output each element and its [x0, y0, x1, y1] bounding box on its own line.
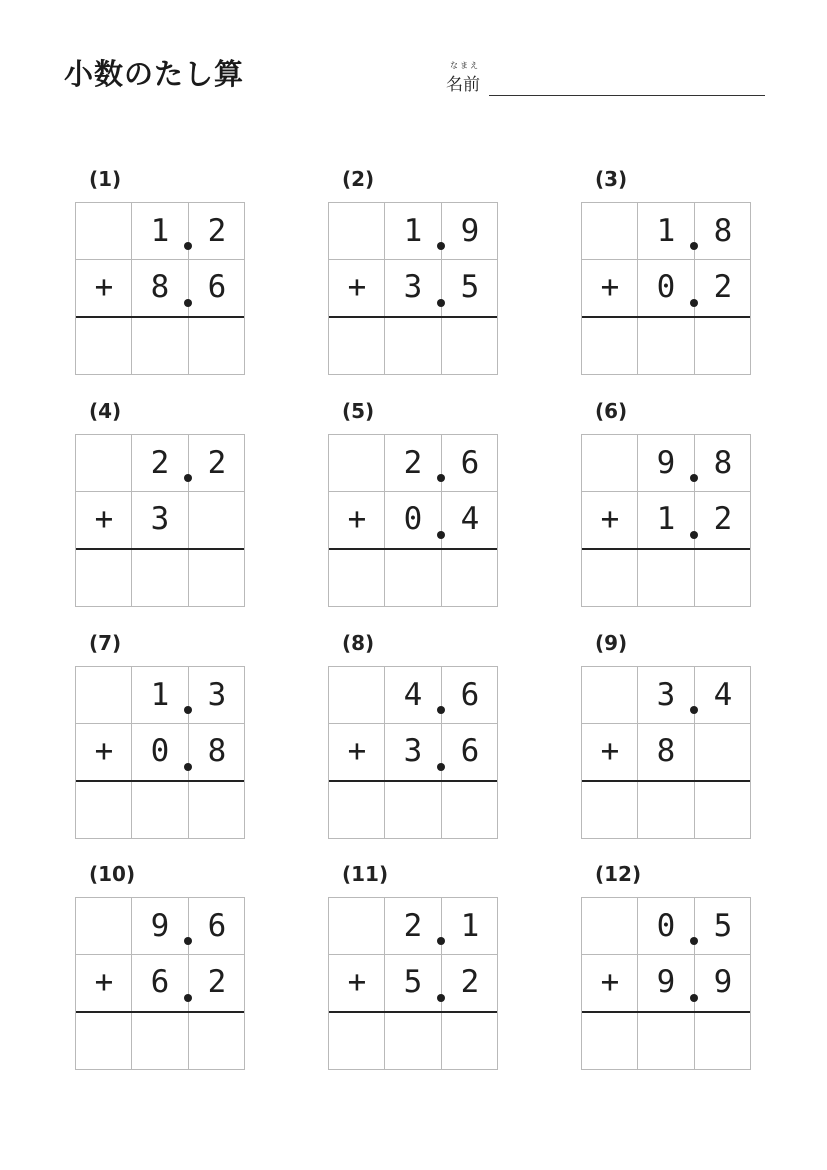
digit-cell: 2	[207, 964, 227, 1000]
digit-cell: 9	[150, 908, 170, 944]
digit-cell: 2	[460, 964, 480, 1000]
problem-number: (2)	[342, 167, 375, 191]
problem	[328, 399, 498, 607]
addition-grid	[328, 434, 498, 607]
problem-number: (9)	[595, 631, 628, 655]
digit-cell: 1	[150, 677, 170, 713]
digit-cell: 2	[207, 213, 227, 249]
problem-number: (12)	[595, 862, 642, 886]
decimal-point	[690, 531, 698, 539]
plus-sign: +	[600, 269, 620, 305]
plus-sign: +	[94, 964, 114, 1000]
digit-cell: 1	[403, 213, 423, 249]
sum-line	[329, 316, 497, 318]
decimal-point	[437, 706, 445, 714]
sum-line	[76, 780, 244, 782]
decimal-point	[437, 242, 445, 250]
sum-line	[582, 316, 750, 318]
digit-cell: 2	[713, 501, 733, 537]
addition-grid	[328, 897, 498, 1070]
sum-line	[76, 316, 244, 318]
digit-cell: 8	[713, 445, 733, 481]
addition-grid	[75, 666, 245, 839]
addition-grid	[75, 434, 245, 607]
digit-cell: 6	[207, 269, 227, 305]
decimal-point	[690, 242, 698, 250]
problem-number: (8)	[342, 631, 375, 655]
digit-cell: 1	[656, 501, 676, 537]
problem	[581, 167, 751, 375]
digit-cell: 6	[460, 733, 480, 769]
sum-line	[329, 780, 497, 782]
name-write-line[interactable]	[489, 95, 765, 96]
digit-cell: 9	[656, 445, 676, 481]
problem-number: (1)	[89, 167, 122, 191]
problem-number: (10)	[89, 862, 136, 886]
problem	[581, 862, 751, 1070]
digit-cell: 0	[656, 269, 676, 305]
digit-cell: 9	[713, 964, 733, 1000]
decimal-point	[184, 763, 192, 771]
addition-grid	[328, 202, 498, 375]
digit-cell: 3	[403, 733, 423, 769]
plus-sign: +	[347, 964, 367, 1000]
digit-cell: 6	[150, 964, 170, 1000]
digit-cell	[189, 491, 245, 547]
problem	[75, 399, 245, 607]
sum-line	[582, 548, 750, 550]
digit-cell: 8	[656, 733, 676, 769]
problem	[75, 167, 245, 375]
sum-line	[329, 1011, 497, 1013]
problem	[328, 631, 498, 839]
addition-grid	[581, 202, 751, 375]
sum-line	[582, 780, 750, 782]
digit-cell: 1	[150, 213, 170, 249]
plus-sign: +	[600, 501, 620, 537]
sum-line	[582, 1011, 750, 1013]
worksheet-title: 小数のたし算	[64, 57, 245, 91]
decimal-point	[437, 994, 445, 1002]
problem-number: (4)	[89, 399, 122, 423]
problem-number: (7)	[89, 631, 122, 655]
decimal-point	[690, 937, 698, 945]
decimal-point	[690, 706, 698, 714]
plus-sign: +	[600, 964, 620, 1000]
digit-cell: 8	[207, 733, 227, 769]
problem	[581, 631, 751, 839]
decimal-point	[437, 531, 445, 539]
digit-cell: 2	[150, 445, 170, 481]
addition-grid	[581, 434, 751, 607]
plus-sign: +	[600, 733, 620, 769]
digit-cell: 4	[460, 501, 480, 537]
digit-cell: 2	[403, 445, 423, 481]
digit-cell: 8	[713, 213, 733, 249]
name-furigana: なまえ	[450, 61, 480, 70]
digit-cell: 9	[460, 213, 480, 249]
digit-cell: 2	[713, 269, 733, 305]
decimal-point	[437, 474, 445, 482]
digit-cell: 2	[403, 908, 423, 944]
plus-sign: +	[347, 501, 367, 537]
digit-cell: 4	[713, 677, 733, 713]
problem-number: (5)	[342, 399, 375, 423]
digit-cell: 0	[403, 501, 423, 537]
digit-cell: 6	[207, 908, 227, 944]
sum-line	[329, 548, 497, 550]
digit-cell: 6	[460, 677, 480, 713]
addition-grid	[75, 897, 245, 1070]
decimal-point	[437, 299, 445, 307]
digit-cell	[695, 723, 751, 779]
problem	[75, 631, 245, 839]
sum-line	[76, 1011, 244, 1013]
decimal-point	[690, 994, 698, 1002]
digit-cell: 1	[460, 908, 480, 944]
decimal-point	[184, 994, 192, 1002]
decimal-point	[184, 299, 192, 307]
name-label: 名前	[446, 75, 480, 95]
problem-number: (11)	[342, 862, 389, 886]
decimal-point	[184, 474, 192, 482]
digit-cell: 0	[150, 733, 170, 769]
plus-sign: +	[94, 501, 114, 537]
decimal-point	[184, 937, 192, 945]
problem	[328, 167, 498, 375]
addition-grid	[581, 666, 751, 839]
plus-sign: +	[94, 733, 114, 769]
digit-cell: 4	[403, 677, 423, 713]
digit-cell: 0	[656, 908, 676, 944]
digit-cell: 6	[460, 445, 480, 481]
problem-number: (6)	[595, 399, 628, 423]
sum-line	[76, 548, 244, 550]
digit-cell: 2	[207, 445, 227, 481]
digit-cell: 5	[460, 269, 480, 305]
decimal-point	[690, 474, 698, 482]
digit-cell: 3	[403, 269, 423, 305]
problem	[328, 862, 498, 1070]
digit-cell: 5	[403, 964, 423, 1000]
digit-cell: 1	[656, 213, 676, 249]
problem	[581, 399, 751, 607]
digit-cell: 3	[207, 677, 227, 713]
addition-grid	[328, 666, 498, 839]
plus-sign: +	[347, 733, 367, 769]
digit-cell: 8	[150, 269, 170, 305]
decimal-point	[437, 763, 445, 771]
addition-grid	[75, 202, 245, 375]
addition-grid	[581, 897, 751, 1070]
digit-cell: 3	[656, 677, 676, 713]
plus-sign: +	[347, 269, 367, 305]
problem-number: (3)	[595, 167, 628, 191]
decimal-point	[437, 937, 445, 945]
problem	[75, 862, 245, 1070]
digit-cell: 5	[713, 908, 733, 944]
digit-cell: 9	[656, 964, 676, 1000]
digit-cell: 3	[150, 501, 170, 537]
decimal-point	[184, 242, 192, 250]
decimal-point	[184, 706, 192, 714]
decimal-point	[690, 299, 698, 307]
plus-sign: +	[94, 269, 114, 305]
